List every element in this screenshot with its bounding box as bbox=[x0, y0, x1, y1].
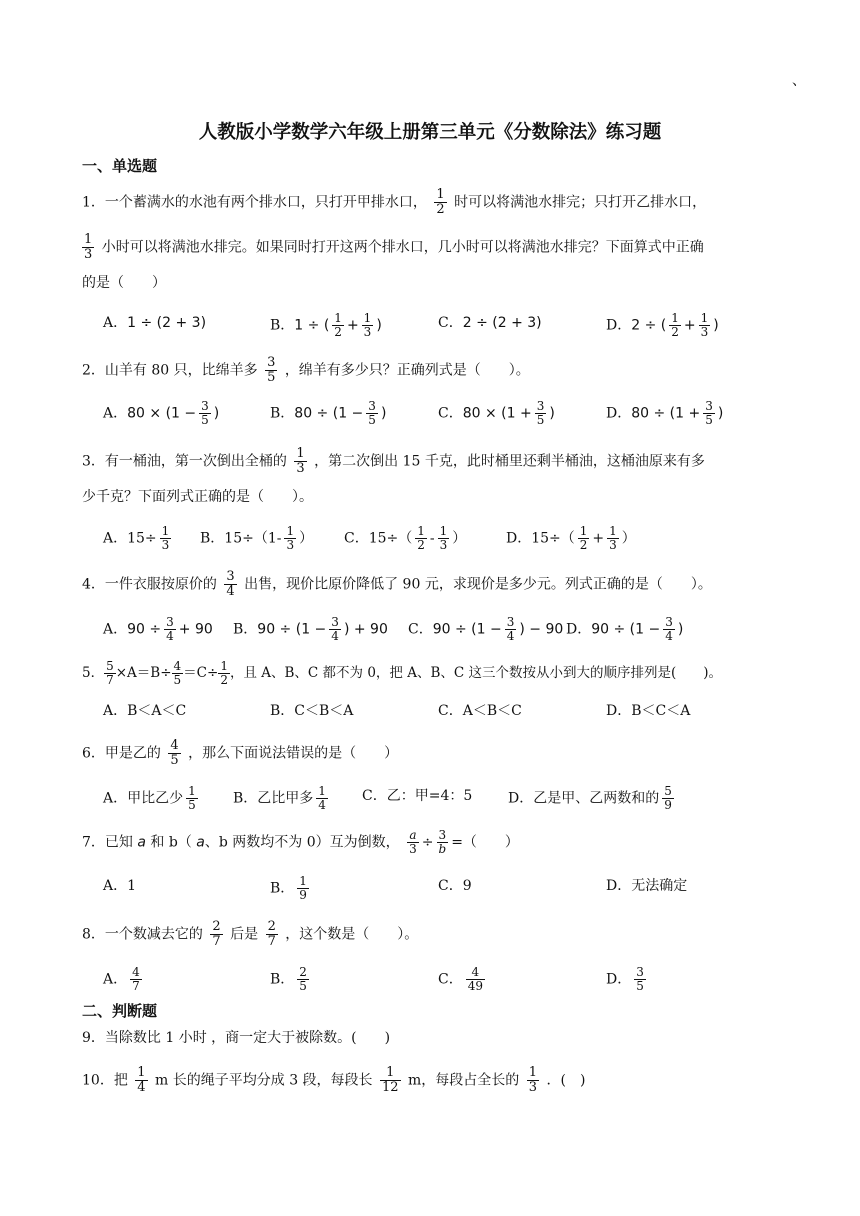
q3-option-c[interactable]: C．15÷（ $\frac{1}{2}$ - $\frac{1}{3}$ ） bbox=[344, 524, 467, 552]
q4-option-d[interactable]: D．90 ÷ (1 − $\frac{3}{4}$ ) bbox=[566, 615, 684, 643]
q7-option-c[interactable]: C．9 bbox=[438, 878, 472, 894]
q1-option-c[interactable]: C．2 ÷ (2 + 3) bbox=[438, 315, 542, 331]
q10-line: 10．把 $\frac{1}{4}$ m 长的绳子平均分成 3 段，每段长 $\frac{1}{12}$ m，每段占全长的 $\frac{1}{3}$ ．( ) bbox=[82, 1065, 586, 1095]
section-heading-true-false: 二、判断题 bbox=[82, 1002, 158, 1020]
q2-option-b[interactable]: B．80 ÷ (1 − $\frac{3}{5}$ ) bbox=[270, 399, 387, 427]
q2-option-c[interactable]: C．80 × (1 + $\frac{3}{5}$ ) bbox=[438, 399, 555, 427]
q7-option-d[interactable]: D．无法确定 bbox=[606, 878, 688, 894]
page-title: 人教版小学数学六年级上册第三单元《分数除法》练习题 bbox=[198, 122, 662, 143]
q3-option-d[interactable]: D．15÷（ $\frac{1}{2}$ + $\frac{1}{3}$ ） bbox=[506, 524, 636, 552]
q3-line1: 3．有一桶油，第一次倒出全桶的 $\frac{1}{3}$ ，第二次倒出 15 千克，此时桶里还剩半桶油，这桶油原来有多 bbox=[82, 446, 705, 476]
q2-option-a[interactable]: A．80 × (1 − $\frac{3}{5}$ ) bbox=[103, 399, 220, 427]
q6-option-d[interactable]: D．乙是甲、乙两数和的 $\frac{5}{9}$ bbox=[508, 784, 672, 812]
q1-line3: 的是（ ） bbox=[82, 275, 166, 291]
q1-line1: 1．一个蓄满水的水池有两个排水口，只打开甲排水口， $\frac{1}{2}$ 时可以将满池水排完；只打开乙排水口， bbox=[82, 187, 707, 217]
q9-line: 9．当除数比 1 小时 ，商一定大于被除数。( ) bbox=[82, 1030, 391, 1046]
q5-option-d[interactable]: D．B＜C＜A bbox=[606, 703, 691, 719]
q5-option-a[interactable]: A．B＜A＜C bbox=[103, 703, 187, 719]
q7-line: 7．已知 a 和 b（ a、b 两数均不为 0）互为倒数， $\frac{a}{3}$ ÷ $\frac{3}{b}$ =（ ） bbox=[82, 828, 519, 856]
q1-option-d[interactable]: D．2 ÷ ( $\frac{1}{2}$ + $\frac{1}{3}$ ) bbox=[606, 311, 719, 339]
q2-line: 2．山羊有 80 只，比绵羊多 $\frac{3}{5}$ ，绵羊有多少只？正确列式是（ ）。 bbox=[82, 355, 530, 385]
q8-option-b[interactable]: B． $\frac{2}{5}$ bbox=[270, 965, 307, 993]
q8-line: 8．一个数减去它的 $\frac{2}{7}$ 后是 $\frac{2}{7}$ ，这个数是（ ）。 bbox=[82, 919, 419, 949]
q8-option-c[interactable]: C． $\frac{4}{49}$ bbox=[438, 965, 483, 993]
q7-option-a[interactable]: A．1 bbox=[103, 878, 137, 894]
q5-line: 5． $\frac{5}{7}$ ×A＝B÷ $\frac{4}{5}$ ＝C÷ $\frac{1}{2}$ ，且 A、B、C 都不为 0，把 A、B、C 这三个数按从小到大的顺序排列是( )。 bbox=[82, 659, 723, 687]
q1-option-a[interactable]: A．1 ÷ (2 + 3) bbox=[103, 315, 207, 331]
q4-option-b[interactable]: B．90 ÷ (1 − $\frac{3}{4}$ ) + 90 bbox=[233, 615, 388, 643]
section-heading-single-choice: 一、单选题 bbox=[82, 157, 158, 175]
q7-option-b[interactable]: B． $\frac{1}{9}$ bbox=[270, 874, 307, 902]
corner-mark: 、 bbox=[792, 73, 806, 89]
q3-option-b[interactable]: B．15÷（1- $\frac{1}{3}$ ） bbox=[200, 524, 314, 552]
q6-option-c[interactable]: C．乙：甲=4：5 bbox=[362, 788, 473, 804]
q5-option-c[interactable]: C．A＜B＜C bbox=[438, 703, 522, 719]
q6-line: 6．甲是乙的 $\frac{4}{5}$ ，那么下面说法错误的是（ ） bbox=[82, 738, 399, 768]
q6-option-a[interactable]: A．甲比乙少 $\frac{1}{5}$ bbox=[103, 784, 196, 812]
q1-line2: $\frac{1}{3}$ 小时可以将满池水排完。如果同时打开这两个排水口，几小时可以将满池水排完？下面算式中正确 bbox=[84, 232, 704, 262]
q5-option-b[interactable]: B．C＜B＜A bbox=[270, 703, 354, 719]
fraction: $\frac{1}{2}$ bbox=[436, 187, 445, 217]
fraction: $\frac{1}{3}$ bbox=[84, 232, 93, 262]
q4-option-c[interactable]: C．90 ÷ (1 − $\frac{3}{4}$ ) − 90 bbox=[408, 615, 564, 643]
q4-line: 4．一件衣服按原价的 $\frac{3}{4}$ 出售，现价比原价降低了 90 元，求现价是多少元。列式正确的是（ ）。 bbox=[82, 569, 712, 599]
q8-option-a[interactable]: A． $\frac{4}{7}$ bbox=[103, 965, 140, 993]
q3-line2: 少千克？下面列式正确的是（ ）。 bbox=[82, 489, 313, 505]
q8-option-d[interactable]: D． $\frac{3}{5}$ bbox=[606, 965, 644, 993]
q2-option-d[interactable]: D．80 ÷ (1 + $\frac{3}{5}$ ) bbox=[606, 399, 724, 427]
q1-option-b[interactable]: B．1 ÷ ( $\frac{1}{2}$ + $\frac{1}{3}$ ) bbox=[270, 311, 382, 339]
q6-option-b[interactable]: B．乙比甲多 $\frac{1}{4}$ bbox=[233, 784, 326, 812]
q3-option-a[interactable]: A．15÷ $\frac{1}{3}$ bbox=[103, 524, 170, 552]
q4-option-a[interactable]: A．90 ÷ $\frac{3}{4}$ + 90 bbox=[103, 615, 213, 643]
